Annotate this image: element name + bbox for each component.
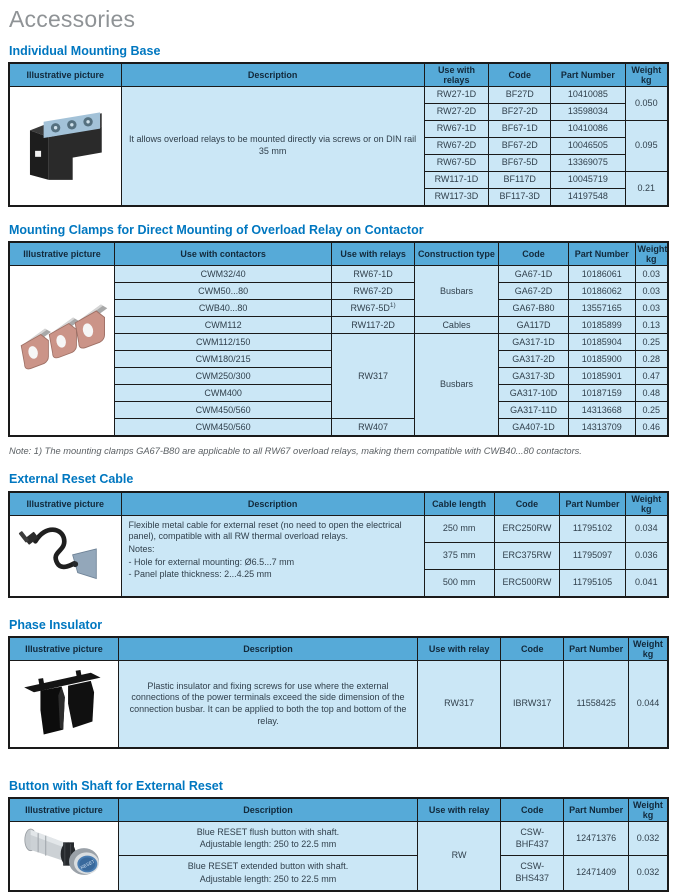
table-cell — [499, 300, 569, 317]
cell-text: 10186061 — [581, 268, 622, 279]
column-header: Description — [118, 798, 417, 822]
table-row — [9, 822, 668, 856]
cell-text: CWM112/150 — [195, 336, 251, 347]
table-cell — [414, 317, 498, 334]
cell-text: CWM250/300 — [195, 370, 251, 381]
cell-text: GA317-1D — [512, 336, 555, 347]
column-header: Weight kg — [625, 63, 668, 87]
cell-text: 11795097 — [572, 549, 613, 560]
table-cell — [499, 317, 569, 334]
table-cell — [568, 300, 635, 317]
cell-text: RW117-2D — [351, 319, 395, 330]
column-header: Use with relay — [418, 637, 501, 661]
table-cell — [114, 317, 331, 334]
table-cell — [414, 266, 498, 317]
individual-mounting-base-table-slot — [8, 62, 669, 207]
page-title: Accessories — [9, 6, 136, 32]
table-row — [9, 515, 668, 542]
column-header: Description — [121, 63, 424, 87]
cell-text: 10187159 — [581, 387, 622, 398]
column-header: Code — [501, 637, 564, 661]
table-cell — [560, 569, 625, 597]
cell-text: 0.25 — [642, 336, 661, 347]
column-header: Code — [499, 242, 569, 266]
table-cell — [424, 103, 489, 120]
cell-text: RW67-1D — [436, 123, 477, 134]
reset-button-table — [8, 797, 669, 892]
section-heading-mounting-clamps: Mounting Clamps for Direct Mounting of Overload Relay on Contactor — [9, 222, 424, 237]
cell-text: GA67-2D — [514, 285, 553, 296]
column-header: Weight kg — [625, 492, 668, 516]
column-header: Part Number — [564, 637, 629, 661]
table-cell — [501, 856, 564, 891]
table-cell — [635, 266, 668, 283]
column-header: Part Number — [564, 798, 629, 822]
table-cell — [625, 515, 668, 542]
table-cell — [564, 661, 629, 748]
text-line: Blue RESET extended button with shaft. — [187, 860, 349, 871]
cell-text: GA117D — [516, 319, 551, 330]
table-cell — [628, 856, 668, 891]
cell-text: BF27D — [505, 89, 534, 100]
phase-insulator-table-slot — [8, 636, 669, 749]
cell-text: GA317-10D — [509, 387, 558, 398]
header-row — [9, 798, 668, 822]
table-cell — [551, 103, 625, 120]
cell-text: CWM112 — [204, 319, 242, 330]
cell-text: 10045719 — [567, 174, 608, 185]
column-header: Cable length — [424, 492, 494, 516]
external-reset-cable-table-slot — [8, 491, 669, 598]
table-cell — [625, 171, 668, 206]
cell-text: 0.050 — [635, 97, 658, 108]
table-cell — [568, 419, 635, 437]
table-cell — [424, 171, 489, 188]
cell-text: GA67-B80 — [512, 302, 555, 313]
cell-text: 0.48 — [642, 387, 661, 398]
table-cell — [551, 171, 625, 188]
cell-text: RW27-1D — [436, 89, 477, 100]
table-cell — [489, 154, 551, 171]
cell-text: 11795102 — [572, 522, 613, 533]
cell-text: GA67-1D — [514, 268, 553, 279]
text-line: - Panel plate thickness: 2...4.25 mm — [128, 569, 272, 580]
cell-text: 0.044 — [636, 698, 660, 709]
table-cell — [625, 86, 668, 120]
table-cell — [424, 86, 489, 103]
text-line: Flexible metal cable for external reset (no need to open the electrical panel), compatible with all RW thermal overload relays. — [128, 519, 402, 542]
table-cell — [424, 542, 494, 569]
table-cell — [424, 154, 489, 171]
table-cell — [489, 103, 551, 120]
cell-text: GA317-2D — [512, 353, 555, 364]
table-cell — [424, 188, 489, 206]
table-cell — [332, 283, 414, 300]
table-cell — [499, 402, 569, 419]
table-cell — [494, 515, 560, 542]
table-cell — [499, 266, 569, 283]
cell-text: 375 mm — [442, 549, 476, 560]
footnote: Note: 1) The mounting clamps GA67-B80 are applicable to all RW67 overload relays, making them compatible with CWB40...80 contactors. — [9, 446, 582, 457]
column-header: Illustrative picture — [9, 242, 114, 266]
table-cell — [499, 419, 569, 437]
cell-text: CWM32/40 — [200, 268, 246, 279]
cell-text: ERC500RW — [502, 576, 552, 587]
column-header: Code — [489, 63, 551, 87]
table-cell — [568, 385, 635, 402]
table-cell — [499, 368, 569, 385]
table-cell — [114, 419, 331, 437]
cell-text: 10410085 — [567, 89, 608, 100]
footnote-ref: 1) — [389, 301, 396, 309]
header-row — [9, 63, 668, 87]
cell-text: 10186062 — [581, 285, 622, 296]
column-header: Weight kg — [628, 637, 668, 661]
table-cell — [564, 856, 629, 891]
cell-text: Cables — [442, 319, 471, 330]
column-header: Part Number — [568, 242, 635, 266]
table-cell — [114, 385, 331, 402]
table-cell — [551, 137, 625, 154]
table-cell — [499, 351, 569, 368]
table-cell — [501, 822, 564, 856]
table-cell — [121, 86, 424, 206]
table-cell — [114, 402, 331, 419]
section-heading-external-reset-cable: External Reset Cable — [9, 472, 134, 487]
cell-text: 0.095 — [635, 140, 658, 151]
mounting-clamps-image — [15, 298, 109, 400]
table-cell — [551, 120, 625, 137]
cell-text: 0.03 — [642, 302, 661, 313]
cell-text: RW67-1D — [353, 268, 393, 279]
table-cell — [121, 515, 424, 597]
column-header: Use with relay — [418, 798, 501, 822]
table-cell — [118, 856, 417, 891]
cell-text: ERC375RW — [502, 549, 552, 560]
table-cell — [551, 86, 625, 103]
cell-text: 0.28 — [642, 353, 661, 364]
cell-text: 14197548 — [567, 191, 608, 202]
cell-text: 11795105 — [572, 576, 613, 587]
column-header: Part Number — [560, 492, 625, 516]
table-cell — [118, 822, 417, 856]
table-cell — [118, 661, 417, 748]
column-header: Construction type — [414, 242, 498, 266]
table-cell — [568, 266, 635, 283]
table-cell — [332, 266, 414, 283]
cell-text: 0.041 — [635, 576, 658, 587]
cell-text: CSW-BHF437 — [515, 827, 549, 849]
table-cell — [625, 569, 668, 597]
table-cell — [424, 569, 494, 597]
cell-text: BF117-3D — [499, 191, 540, 202]
table-cell — [625, 542, 668, 569]
column-header: Illustrative picture — [9, 63, 121, 87]
table-cell — [489, 171, 551, 188]
table-cell — [635, 402, 668, 419]
header-row — [9, 637, 668, 661]
cell-text: 12471409 — [576, 867, 617, 878]
column-header: Code — [501, 798, 564, 822]
column-header: Description — [121, 492, 424, 516]
table-cell — [414, 334, 498, 437]
table-cell — [489, 86, 551, 103]
table-cell — [114, 351, 331, 368]
cell-text: 0.13 — [642, 319, 661, 330]
cell-text: 10185900 — [581, 353, 622, 364]
section-heading-phase-insulator: Phase Insulator — [9, 617, 103, 632]
cell-text: GA317-11D — [510, 404, 557, 415]
column-header: Code — [494, 492, 560, 516]
table-cell — [332, 419, 414, 437]
mounting-base-picture-cell — [9, 86, 121, 206]
table-cell — [568, 351, 635, 368]
table-cell — [635, 351, 668, 368]
table-row — [9, 86, 668, 103]
cell-text: 10185901 — [581, 370, 622, 381]
cell-text: RW67-5D — [436, 157, 477, 168]
table-cell — [424, 515, 494, 542]
table-cell — [114, 300, 331, 317]
column-header: Use with relays — [424, 63, 489, 87]
cell-text: 0.25 — [642, 404, 661, 415]
table-row — [9, 661, 668, 748]
table-cell — [628, 661, 668, 748]
cell-text: 10185899 — [581, 319, 622, 330]
table-cell — [635, 300, 668, 317]
cell-text: 14313709 — [581, 421, 622, 432]
cell-text: 0.03 — [642, 285, 661, 296]
reset-button-table-slot — [8, 797, 669, 892]
table-cell — [489, 120, 551, 137]
cell-text: RW67-2D — [436, 140, 477, 151]
table-cell — [560, 542, 625, 569]
cell-text: RW117-1D — [434, 174, 479, 185]
cell-text: 0.034 — [635, 522, 658, 533]
cell-text: 10046505 — [567, 140, 608, 151]
table-cell — [114, 266, 331, 283]
cell-text: 0.03 — [642, 268, 661, 279]
table-cell — [568, 402, 635, 419]
table-cell — [418, 661, 501, 748]
table-cell — [551, 154, 625, 171]
text-line: Blue RESET flush button with shaft. — [196, 826, 340, 837]
cell-text: 0.21 — [637, 182, 656, 193]
phase-insulator-table — [8, 636, 669, 749]
header-row — [9, 242, 668, 266]
cell-text: RW67-5D — [350, 302, 390, 313]
cell-text: ERC250RW — [502, 522, 552, 533]
cell-text: 0.032 — [636, 867, 660, 878]
cell-text: CSW-BHS437 — [515, 861, 549, 884]
cell-text: 0.036 — [635, 549, 658, 560]
cell-text: CWM450/560 — [195, 404, 251, 415]
table-cell — [568, 283, 635, 300]
cell-text: GA407-1D — [512, 421, 555, 432]
column-header: Use with relays — [332, 242, 414, 266]
table-cell — [635, 385, 668, 402]
mounting-clamps-table-slot — [8, 241, 669, 437]
cell-text: 13557165 — [581, 302, 622, 313]
column-header: Weight kg — [635, 242, 668, 266]
table-cell — [332, 300, 414, 317]
cell-text: BF67-2D — [501, 140, 538, 151]
table-cell — [635, 368, 668, 385]
cell-text: 10185904 — [581, 336, 622, 347]
table-cell — [499, 385, 569, 402]
text-line: - Hole for external mounting: Ø6.5...7 mm — [128, 556, 295, 567]
table-cell — [625, 120, 668, 171]
section-heading-individual-mounting-base: Individual Mounting Base — [9, 43, 161, 58]
section-phase-insulator — [8, 618, 669, 749]
phase-insulator-image — [19, 663, 109, 741]
cell-text: 500 mm — [442, 576, 476, 587]
table-cell — [114, 368, 331, 385]
table-cell — [494, 569, 560, 597]
cell-text: 13598034 — [567, 106, 608, 117]
cell-text: It allows overload relays to be mounted directly via screws or on DIN rail 35 mm — [129, 134, 417, 156]
cell-text: Plastic insulator and fixing screws for use where the external connections of the power terminals exceed the side dimension of the connection busbar. It can be applied to both the top and bottom of the relay. — [129, 680, 407, 726]
table-cell — [564, 822, 629, 856]
column-header: Description — [118, 637, 417, 661]
table-cell — [332, 317, 414, 334]
cell-text: RW67-2D — [353, 285, 393, 296]
table-cell — [635, 317, 668, 334]
cell-text: 13369075 — [567, 157, 608, 168]
column-header: Part Number — [551, 63, 625, 87]
table-cell — [501, 661, 564, 748]
mounting-clamps-table — [8, 241, 669, 437]
cell-text: CWM50...80 — [198, 285, 249, 296]
section-reset-button — [8, 779, 669, 892]
cell-text: RW117-3D — [434, 191, 479, 202]
table-cell — [560, 515, 625, 542]
cell-text: RW317 — [444, 698, 475, 709]
table-cell — [114, 283, 331, 300]
mounting-clamps-picture-cell — [9, 266, 114, 437]
phase-insulator-picture-cell — [9, 661, 118, 748]
cell-text: 250 mm — [442, 522, 476, 533]
external-reset-cable-table — [8, 491, 669, 598]
reset-cable-image — [18, 521, 112, 587]
mounting-base-image — [18, 101, 112, 187]
table-cell — [424, 120, 489, 137]
section-heading-reset-button: Button with Shaft for External Reset — [9, 778, 223, 793]
table-cell — [635, 283, 668, 300]
table-cell — [551, 188, 625, 206]
section-individual-mounting-base — [8, 44, 669, 207]
section-external-reset-cable — [8, 472, 669, 597]
cell-text: 12471376 — [576, 832, 617, 843]
reset-button-image — [17, 824, 111, 884]
svg-text:RESET: RESET — [79, 858, 96, 871]
table-cell — [635, 419, 668, 437]
cell-text: BF67-5D — [501, 157, 538, 168]
table-cell — [628, 822, 668, 856]
table-cell — [635, 334, 668, 351]
cell-text: 0.032 — [636, 832, 660, 843]
cell-text: BF27-2D — [501, 106, 538, 117]
cell-text: IBRW317 — [513, 698, 552, 709]
reset-button-picture-cell — [9, 822, 118, 891]
table-cell — [489, 188, 551, 206]
cell-text: RW — [451, 850, 467, 861]
table-cell — [424, 137, 489, 154]
cell-text: CWM180/215 — [195, 353, 251, 364]
cell-text: BF117D — [503, 174, 536, 185]
cell-text: CWB40...80 — [198, 302, 248, 313]
table-cell — [499, 334, 569, 351]
column-header: Illustrative picture — [9, 798, 118, 822]
column-header: Illustrative picture — [9, 492, 121, 516]
column-header: Weight kg — [628, 798, 668, 822]
table-cell — [499, 283, 569, 300]
text-line: Notes: — [128, 544, 155, 555]
cell-text: Busbars — [439, 379, 473, 389]
header-row — [9, 492, 668, 516]
cell-text: 14313668 — [581, 404, 622, 415]
table-row — [9, 266, 668, 283]
section-mounting-clamps — [8, 223, 669, 456]
cell-text: 0.46 — [642, 421, 661, 432]
cell-text: GA317-3D — [512, 370, 555, 381]
cell-text: RW407 — [358, 421, 389, 432]
cell-text: 0.47 — [642, 370, 661, 381]
table-cell — [568, 368, 635, 385]
table-cell — [114, 334, 331, 351]
table-cell — [494, 542, 560, 569]
table-cell — [489, 137, 551, 154]
cell-text: 11558425 — [576, 698, 616, 709]
cell-text: BF67-1D — [501, 123, 538, 134]
table-cell — [568, 334, 635, 351]
cell-text: CWM450/560 — [195, 421, 251, 432]
cell-text: RW317 — [358, 370, 389, 381]
cell-text: CWM400 — [204, 387, 242, 398]
text-line: Adjustable length: 250 to 22.5 mm — [199, 839, 337, 850]
cell-text: RW27-2D — [436, 106, 477, 117]
column-header: Illustrative picture — [9, 637, 118, 661]
table-cell — [568, 317, 635, 334]
table-cell — [418, 822, 501, 891]
text-line: Adjustable length: 250 to 22.5 mm — [199, 873, 337, 884]
column-header: Use with contactors — [114, 242, 331, 266]
individual-mounting-base-table — [8, 62, 669, 207]
cell-text: Busbars — [439, 285, 473, 296]
reset-cable-picture-cell — [9, 515, 121, 597]
cell-text: 10410086 — [567, 123, 608, 134]
table-cell — [332, 334, 414, 419]
